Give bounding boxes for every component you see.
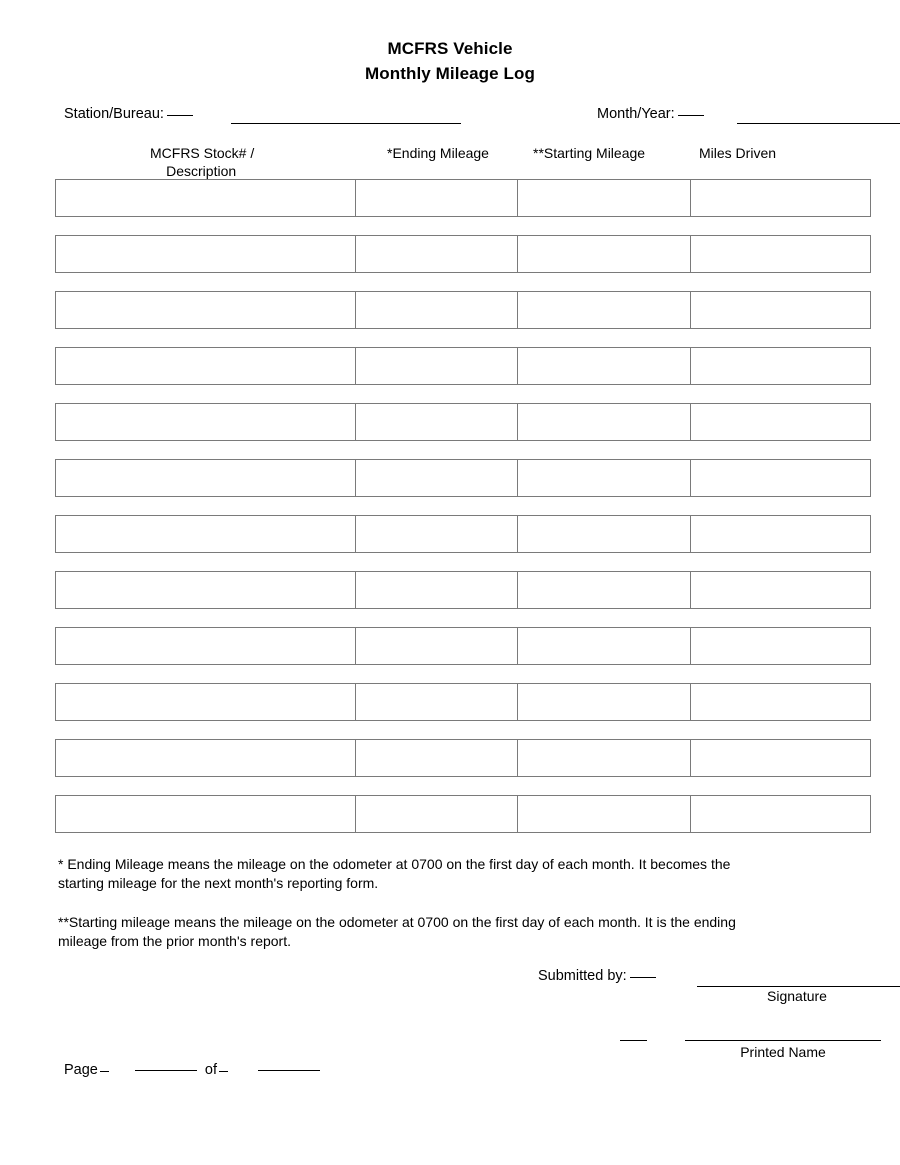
table-row xyxy=(55,571,871,609)
submitted-by-field xyxy=(538,968,656,984)
submitted-by-short-rule xyxy=(630,977,656,978)
title-line-secondary: Monthly Mileage Log xyxy=(364,64,535,83)
cell-miles-driven[interactable] xyxy=(691,292,870,328)
cell-stock-description[interactable] xyxy=(56,740,356,776)
cell-stock-description[interactable] xyxy=(56,180,356,216)
page-number-input-line[interactable] xyxy=(135,1070,197,1071)
cell-ending-mileage[interactable] xyxy=(356,628,518,664)
cell-starting-mileage[interactable] xyxy=(518,740,692,776)
station-bureau-label: Station/Bureau: xyxy=(64,106,164,122)
station-bureau-field xyxy=(64,104,193,124)
cell-miles-driven[interactable] xyxy=(691,180,870,216)
cell-ending-mileage[interactable] xyxy=(356,684,518,720)
cell-stock-description[interactable] xyxy=(56,292,356,328)
cell-miles-driven[interactable] xyxy=(691,460,870,496)
month-year-field xyxy=(597,104,704,124)
table-row xyxy=(55,739,871,777)
cell-miles-driven[interactable] xyxy=(691,348,870,384)
cell-miles-driven[interactable] xyxy=(691,572,870,608)
table-row xyxy=(55,627,871,665)
footnote-ending-mileage: * Ending Mileage means the mileage on the odometer at 0700 on the first day of each month. It becomes the starting mileage for the next month's reporting form. xyxy=(58,856,731,891)
footnotes xyxy=(58,855,738,951)
station-bureau-input-line[interactable] xyxy=(231,123,461,124)
cell-ending-mileage[interactable] xyxy=(356,572,518,608)
title-line-primary: MCFRS Vehicle xyxy=(387,39,513,58)
printed-name-short-rule xyxy=(620,1040,647,1041)
cell-miles-driven[interactable] xyxy=(691,740,870,776)
footnote-starting-mileage: **Starting mileage means the mileage on the odometer at 0700 on the first day of each month. It is the ending mileage from the prior month's report. xyxy=(58,914,736,949)
cell-starting-mileage[interactable] xyxy=(518,236,692,272)
month-year-label: Month/Year: xyxy=(597,106,675,122)
cell-stock-description[interactable] xyxy=(56,796,356,832)
month-year-short-rule xyxy=(678,115,704,116)
cell-starting-mileage[interactable] xyxy=(518,348,692,384)
cell-ending-mileage[interactable] xyxy=(356,180,518,216)
cell-stock-description[interactable] xyxy=(56,404,356,440)
table-row xyxy=(55,291,871,329)
column-header-miles-driven: Miles Driven xyxy=(699,145,777,161)
cell-stock-description[interactable] xyxy=(56,572,356,608)
month-year-input-line[interactable] xyxy=(737,123,900,124)
cell-ending-mileage[interactable] xyxy=(356,236,518,272)
cell-stock-description[interactable] xyxy=(56,236,356,272)
cell-ending-mileage[interactable] xyxy=(356,348,518,384)
cell-starting-mileage[interactable] xyxy=(518,516,692,552)
column-header-starting-mileage: **Starting Mileage xyxy=(533,145,646,161)
cell-miles-driven[interactable] xyxy=(691,516,870,552)
cell-ending-mileage[interactable] xyxy=(356,404,518,440)
cell-miles-driven[interactable] xyxy=(691,796,870,832)
cell-ending-mileage[interactable] xyxy=(356,740,518,776)
column-header-stock xyxy=(150,144,254,180)
table-row xyxy=(55,459,871,497)
table-row xyxy=(55,683,871,721)
cell-starting-mileage[interactable] xyxy=(518,572,692,608)
signature-input-line[interactable] xyxy=(697,986,900,987)
cell-miles-driven[interactable] xyxy=(691,684,870,720)
column-header-ending-mileage: *Ending Mileage xyxy=(387,145,489,161)
mileage-table xyxy=(55,179,871,833)
form-meta-row xyxy=(0,104,900,126)
cell-miles-driven[interactable] xyxy=(691,628,870,664)
document-title xyxy=(0,36,900,86)
cell-starting-mileage[interactable] xyxy=(518,796,692,832)
cell-stock-description[interactable] xyxy=(56,460,356,496)
table-row xyxy=(55,515,871,553)
cell-starting-mileage[interactable] xyxy=(518,292,692,328)
cell-starting-mileage[interactable] xyxy=(518,404,692,440)
page-label: Page xyxy=(64,1062,98,1078)
cell-stock-description[interactable] xyxy=(56,348,356,384)
cell-ending-mileage[interactable] xyxy=(356,516,518,552)
cell-stock-description[interactable] xyxy=(56,628,356,664)
station-bureau-short-rule xyxy=(167,115,193,116)
cell-starting-mileage[interactable] xyxy=(518,180,692,216)
page-number-footer xyxy=(64,1062,320,1084)
cell-ending-mileage[interactable] xyxy=(356,796,518,832)
table-row xyxy=(55,347,871,385)
of-label: of xyxy=(204,1062,217,1078)
cell-starting-mileage[interactable] xyxy=(518,628,692,664)
table-row xyxy=(55,795,871,833)
column-header-stock-line1: MCFRS Stock# / xyxy=(150,145,255,161)
cell-stock-description[interactable] xyxy=(56,684,356,720)
cell-ending-mileage[interactable] xyxy=(356,292,518,328)
page-number-tick xyxy=(100,1071,109,1072)
table-column-headers xyxy=(0,144,900,180)
signature-caption: Signature xyxy=(767,988,827,1004)
table-row xyxy=(55,403,871,441)
submitted-by-label: Submitted by: xyxy=(538,968,627,984)
table-row xyxy=(55,179,871,217)
page-total-tick xyxy=(219,1071,228,1072)
column-header-stock-line2: Description xyxy=(166,163,237,179)
printed-name-caption: Printed Name xyxy=(740,1044,826,1060)
page-total-input-line[interactable] xyxy=(258,1070,320,1071)
cell-miles-driven[interactable] xyxy=(691,236,870,272)
cell-stock-description[interactable] xyxy=(56,516,356,552)
cell-starting-mileage[interactable] xyxy=(518,460,692,496)
cell-miles-driven[interactable] xyxy=(691,404,870,440)
printed-name-input-line[interactable] xyxy=(685,1040,881,1041)
cell-ending-mileage[interactable] xyxy=(356,460,518,496)
table-row xyxy=(55,235,871,273)
cell-starting-mileage[interactable] xyxy=(518,684,692,720)
